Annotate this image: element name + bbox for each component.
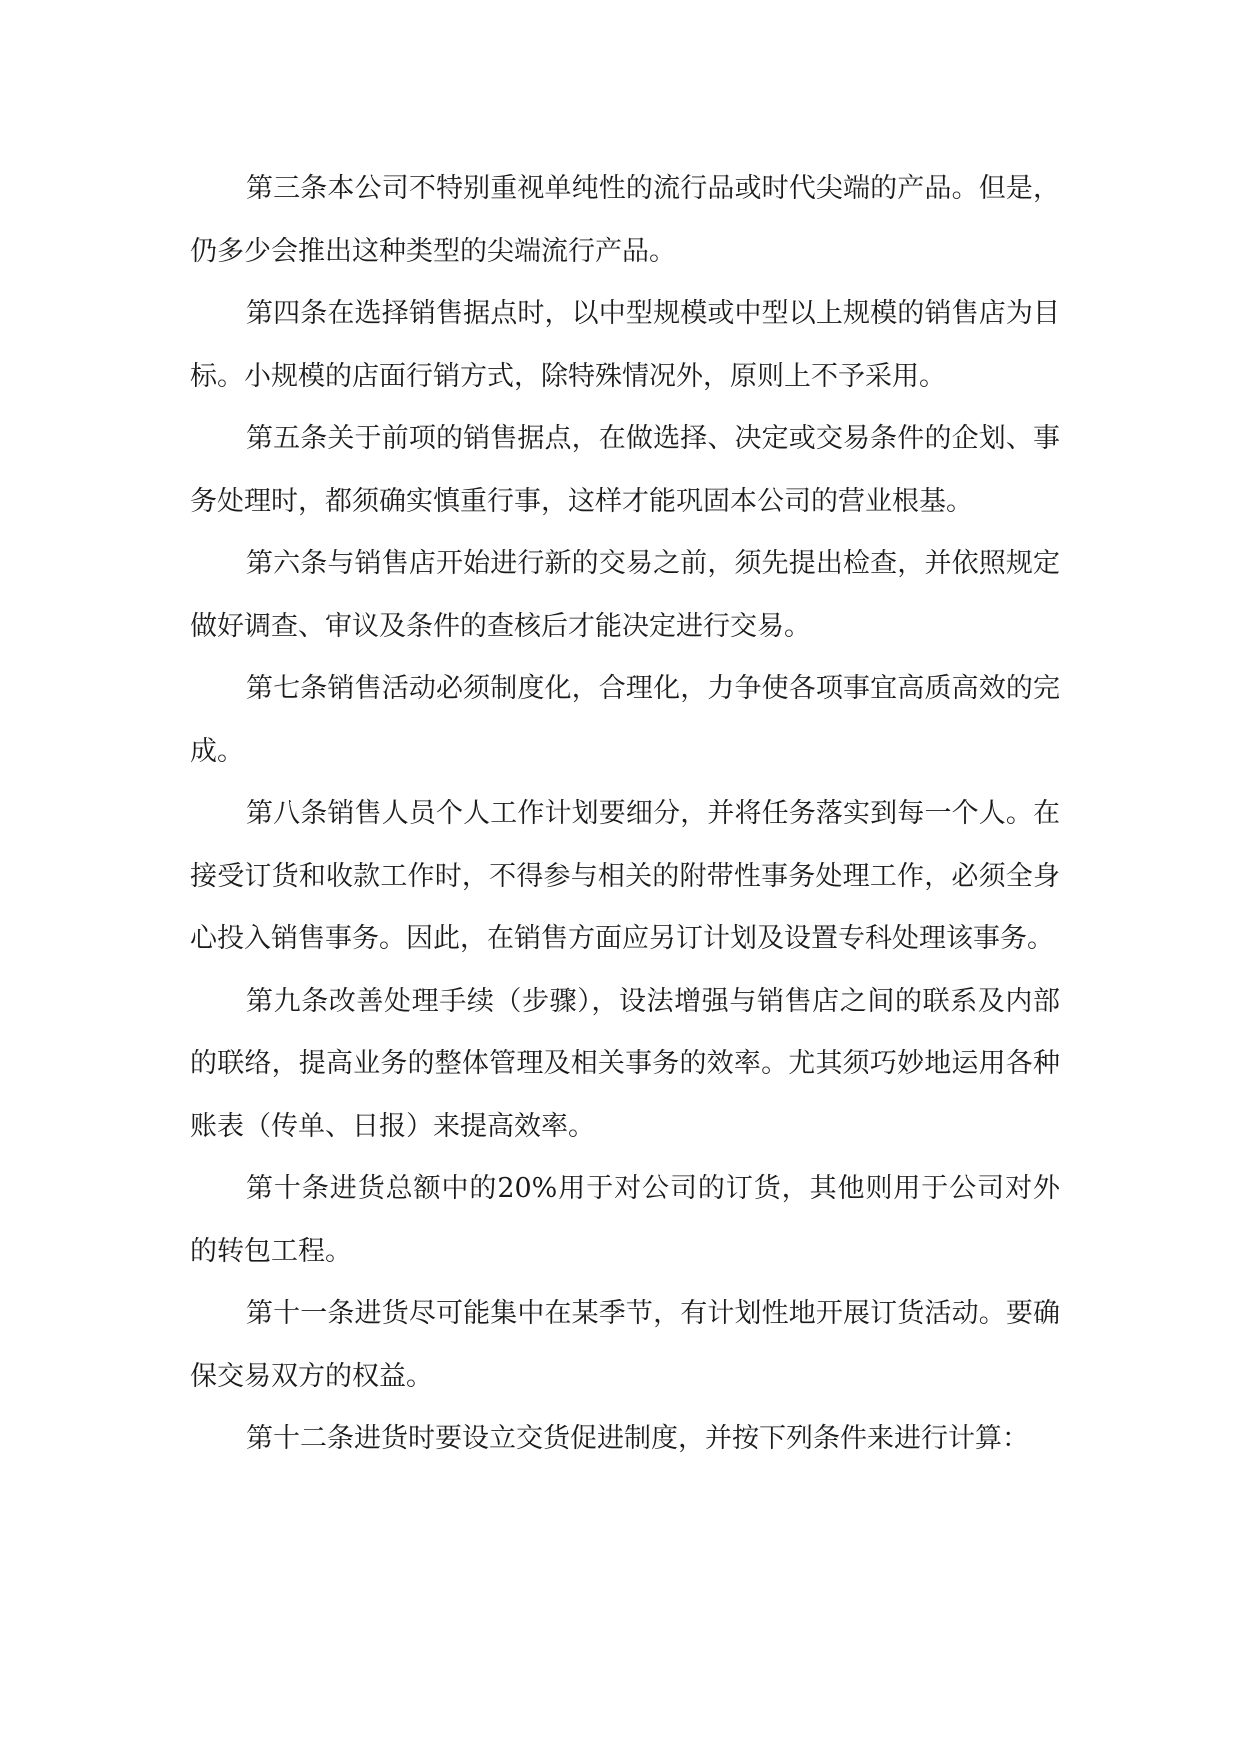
paragraph-article-11: 第十一条进货尽可能集中在某季节，有计划性地开展订货活动。要确保交易双方的权益。 <box>190 1298 1060 1392</box>
paragraph-article-12: 第十二条进货时要设立交货促进制度，并按下列条件来进行计算： <box>246 1423 1029 1454</box>
paragraph-article-10: 第十条进货总额中的20%用于对公司的订货，其他则用于公司对外的转包工程。 <box>190 1173 1060 1267</box>
paragraph-article-4: 第四条在选择销售据点时，以中型规模或中型以上规模的销售店为目标。小规模的店面行销方式，除特殊情况外，原则上不予采用。 <box>190 298 1060 392</box>
paragraph-article-5: 第五条关于前项的销售据点，在做选择、决定或交易条件的企划、事务处理时，都须确实慎重行事，这样才能巩固本公司的营业根基。 <box>190 423 1060 517</box>
document-body <box>190 158 1060 1471</box>
paragraph-article-9: 第九条改善处理手续（步骤），设法增强与销售店之间的联系及内部的联络，提高业务的整体管理及相关事务的效率。尤其须巧妙地运用各种账表（传单、日报）来提高效率。 <box>190 985 1060 1142</box>
paragraph-article-6: 第六条与销售店开始进行新的交易之前，须先提出检查，并依照规定做好调查、审议及条件的查核后才能决定进行交易。 <box>190 548 1060 642</box>
paragraph-article-7: 第七条销售活动必须制度化，合理化，力争使各项事宜高质高效的完成。 <box>190 673 1060 767</box>
paragraph-article-3: 第三条本公司不特别重视单纯性的流行品或时代尖端的产品。但是，仍多少会推出这种类型的尖端流行产品。 <box>190 173 1060 267</box>
paragraph-article-8: 第八条销售人员个人工作计划要细分，并将任务落实到每一个人。在接受订货和收款工作时，不得参与相关的附带性事务处理工作，必须全身心投入销售事务。因此，在销售方面应另订计划及设置专科处理该事务。 <box>190 798 1060 954</box>
